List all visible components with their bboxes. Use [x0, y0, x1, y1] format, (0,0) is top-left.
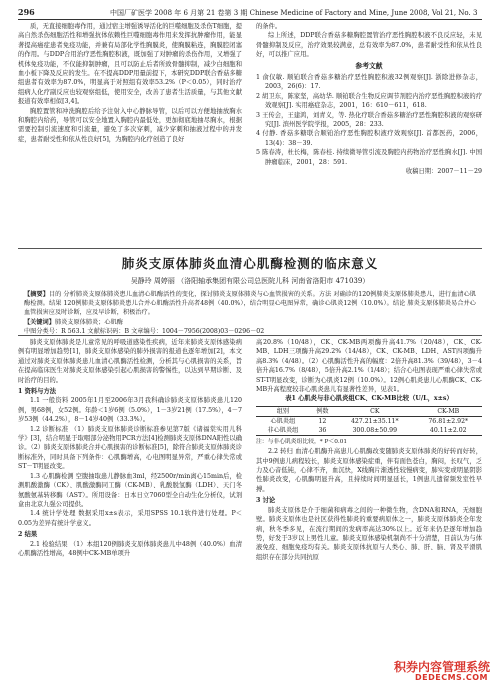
table-cell: 40.11±2.02	[429, 426, 467, 434]
article-authors: 吴静玲 周婷丽 （洛阳轴承集团有限公司总医院儿科 河南省洛阳市 471039）	[130, 277, 370, 285]
table-caption: 表1 心肌炎与非心肌炎组CK、CK-MB比较（U/L，x±s）	[285, 395, 453, 403]
table-header: CK	[370, 407, 380, 415]
references-heading: 参考文献	[355, 61, 383, 70]
watermark-url: DEDECMS.COM	[415, 673, 488, 682]
prev-article-right-column	[256, 22, 482, 177]
paragraph: 胸腔置管和冲洗胸腔后给予注射入中心静脉导管，以后可以方便地抽放胸水和胸腔内给药，导管可以安全地置入胸腔内最低处，更加彻底地抽尽胸水，根据需要控制引流速度和引流量，避免了多次穿刺，减少穿刺和抽液过程中的并发症，患者耐受性和依从性良好[5]，为胸腔内化疗创造了良好	[18, 107, 242, 143]
paragraph: 综上所述，DDP联合香菇多糖胸腔置管治疗恶性胸腔积液不良反应轻，未见骨髓抑制及反应，治疗效果较满意，总有效率为87.0%，患者耐受性和依从性良好，可以推广应用。	[256, 32, 482, 59]
paragraph: 1.1 一般资料 2005年1月至2006年3月我科确诊肺炎支原体肺炎患儿120例，男68例，女52例。年龄＜1岁6例（5.0%），1－3岁21例（17.5%），4－7岁53例（44.2%），8－14岁40例（33.3%）。	[18, 397, 242, 424]
article-meta: 中图分类号：R 563.1 文献标识码：B 文章编号：1004－7956(2008)03－0296－02	[24, 327, 265, 335]
paragraph: 的条件。	[256, 23, 282, 30]
reference-item: 1 俞仅敏. 顺铂联合香菇多糖治疗恶性胸腔积液32例观察[J]. 浙除进修杂志，2003，26(6)：17.	[256, 74, 482, 91]
received-date: 收稿日期：2007－11－29	[405, 168, 482, 176]
reference-item: 3 王传会，王建鸿，刘青义，等. 热化疗联合香菇多糖治疗恶性胸腔积液的观察研究[J]. 滨州医学院学报，2005，28：233.	[256, 111, 482, 129]
abstract-text: 目的 分析肺炎支原体肺炎患儿血清心肌酶活性的变化，探讨肺炎支原体肺炎与心血管损害的关系。方法 对确诊的120例肺炎支原体肺炎患儿，进行血清心肌酶检测。结果 120例肺炎支原体肺炎患儿合并心肌酶活性升高者48例（40.0%），结合明显心电图异常，确诊心肌炎12例（10.0%）。结论 肺炎支原体肺炎易合并心血管损害应及时诊断，应及早诊断，积极治疗。	[24, 291, 477, 317]
running-header	[18, 6, 482, 20]
section-divider	[18, 248, 482, 249]
table-cell: 非心肌炎组	[267, 426, 299, 434]
section-heading: 2 结果	[18, 531, 38, 539]
watermark-title: 积券内容管理系统	[393, 660, 490, 674]
table-cell: 427.21±35.11*	[350, 417, 399, 425]
table-header: CK-MB	[437, 407, 460, 415]
paragraph: 质，无直接细胞毒作用，通过宿主增强诱导活化的巨噬细胞及杀伤T细胞，提高自然杀伤细胞活性和增强抗体依赖性巨噬细胞毒作用来发挥抗肿瘤作用，能显著提高癌症患者免疫功能，并兼有局部化学性胸膜炎，使胸膜粘连，胸膜腔闭塞的作用。与DDP合用治疗恶性胸腔积液，既加强了对肿瘤的杀伤作用，又增强了机体免疫功能，不仅能抑制肿瘤，且可以防止后者所致骨髓抑制，减少白细胞和血小板下降及反应的发生。在不提高DDP用量前提下，本研究DDP联合香菇多糖组患者有效率为87.0%，明显高于对照组有效率53.2%（P＜0.05），同时治疗组病人化疗副反应也较观察组低，使用安全，改善了患者生活质量，与其他文献报道有效率相似[3,4]。	[18, 23, 242, 106]
reference-item: 5 陈春涛，杜长梅，陈春桂. 持续微导管引流及胸腔内药物治疗恶性胸水[J]. 中国肿瘤临床，2001，28：591.	[256, 149, 482, 166]
prev-article-left-column	[18, 22, 242, 144]
paragraph: 1.4 统计学处理 数据采用x±s表示，采用SPSS 10.1软件进行处理。P＜0.05为差异有统计学意义。	[18, 510, 242, 527]
abstract-divider	[18, 335, 482, 336]
article-title: 肺炎支原体肺炎血清心肌酶检测的临床意义	[121, 256, 379, 271]
keywords-text: 肺炎支原体肺炎；心肌酶	[54, 318, 123, 326]
table-cell: 300.08±50.99	[352, 426, 398, 434]
table-row	[256, 416, 482, 426]
keywords-label: 【关键词】	[24, 318, 55, 326]
paragraph: 1.3 心肌酶检测 空腹抽取患儿静脉血3ml，经2500r/min离心15min后，检测肌酸激酶（CK）、肌酸激酶同工酶（CK-MB）、乳酸脱氢酶（LDH）、天门冬氨酸氨基转移酶（AST）。所用设备：日本日立7060型全自动生化分析仪，试剂盒由北京九强公司提供。	[18, 472, 242, 508]
abstract-block	[24, 290, 476, 336]
table-cell: 36	[318, 426, 327, 434]
paragraph: 2.2 转归 血清心肌酶升高患儿心肌酶改变随肺炎支原体肺炎的好转而好转，其中9例患儿病程较长，肺炎支原体感染症重，伴有面色苍白，胸闷，长叹气，乏力及心音低钝，心律不齐，血沉快，X线胸片渐透性较慢病变，肺实变或明显阴影性肺炎改变，心肌酶明显升高，且持续时间明显延长，1例患儿遗留频发室性早搏。	[256, 448, 482, 493]
table-note: 注：与非心肌炎组比较，* P＜0.01	[256, 438, 348, 445]
section-heading: 3 讨论	[256, 497, 276, 505]
journal-info: 中国厂矿医学 2008 年 6 月第 21 卷第 3 期 Chinese Medicine of Factory and Mine, June 2008, Vol 21, No. 3	[110, 9, 478, 17]
table-row	[256, 426, 482, 436]
paragraph: 高20.8%（10/48），CK、CK-MB两项酶升高41.7%（20/48），CK、CK-MB、LDH三项酶升高29.2%（14/48），CK、CK-MB、LDH、AST四项酶升高8.3%（4/48）。（2）心肌酶活性升高的幅度：2倍升高81.3%（39/48），3－4倍升高16.7%（8/48），5倍升高2.1%（1/48）；结合心电图表现严重心律失常或ST-T明显改变，诊断为心肌炎12例（10.0%）。12例心肌炎患儿心肌酶CK、CK-MB升高程度较非心肌炎患儿有显著性差异，见表1。	[256, 339, 482, 394]
reference-item: 2 胡卫东，陈家坚，高幼华. 顺铂联合生物反应调节剂腔内治疗恶性胸腔积液的疗效观察[J]. 实用癌症杂志，2001，16：610－611，618.	[256, 92, 482, 110]
table-header-row	[256, 406, 482, 416]
table-cell: 12	[318, 417, 327, 425]
paragraph: 肺炎支原体是介于细菌和病毒之间的一种微生物，含DNA和RNA，无细胞壁。肺炎支原体也是社区获得性肺炎的重要病原体之一，肺炎支原体肺炎全年发病，秋冬季多见，在流行期间的发病率高达30%以上。近年来仍是逐年增加趋势，好发于3岁以上男性儿童。肺炎支原体感染机制尚不十分清楚，目前认为与体液免疫、细胞免疫均有关。肺炎支原体抗原与人类心、肺、肝、脑、肾及平滑肌组织存在部分共同抗原	[256, 506, 482, 561]
intro-paragraph: 肺炎支原体肺炎是儿童常见的呼吸道感染性疾病，近年来肺炎支原体感染病例有明显增加趋势[1]，肺炎支原体感染的肺外损害的报道也逐年增加[2]，本文通过对肺炎支原体肺炎患儿血清心肌酶活性检测，分析其与心肌损害的关系，旨在提高临床医生对肺炎支原体感染引起心肌损害的警惕性，以达到早期诊断、及时治疗的目的。	[18, 339, 242, 384]
table-cell: 76.81±2.92*	[428, 417, 469, 425]
article-right-column	[256, 338, 482, 562]
table-header: 组别	[276, 407, 290, 415]
comparison-table	[256, 406, 482, 436]
reference-item: 4 付静. 香菇多糖联合顺铂治疗恶性胸腔积液疗效观察[J]. 首都医药，2006，13(4)：38－39.	[256, 130, 482, 147]
table-header: 例数	[316, 407, 329, 415]
page-number: 296	[18, 7, 35, 17]
paragraph: 2.1 检验结果 （1）本组120例肺炎支原体肺炎患儿中48例（40.0%）血清心肌酶活性增高，48例中CK-MB单项升	[18, 540, 242, 557]
section-heading: 1 资料与方法	[18, 388, 57, 396]
table-cell: 心肌炎组	[270, 417, 296, 425]
paragraph: 1.2 诊断标准 （1）肺炎支原体肺炎诊断标准参见第7版《诸福棠实用儿科学》[3]，结合明显于取咽部分泌物用PCR方法[4]检测肺炎支原体DNA阳性以确诊。（2）肺炎支原体肺炎合并心肌损害的诊断标准[5]，除符合肺炎支原体肺炎诊断标准外，同时具备下列条件：心肌酶增高，心电图明显异常，严重心律失常或ST－T明显改变。	[18, 425, 242, 471]
article-left-column	[18, 338, 242, 558]
site-watermark	[344, 658, 494, 684]
abstract-label: 【摘要】	[24, 291, 49, 298]
